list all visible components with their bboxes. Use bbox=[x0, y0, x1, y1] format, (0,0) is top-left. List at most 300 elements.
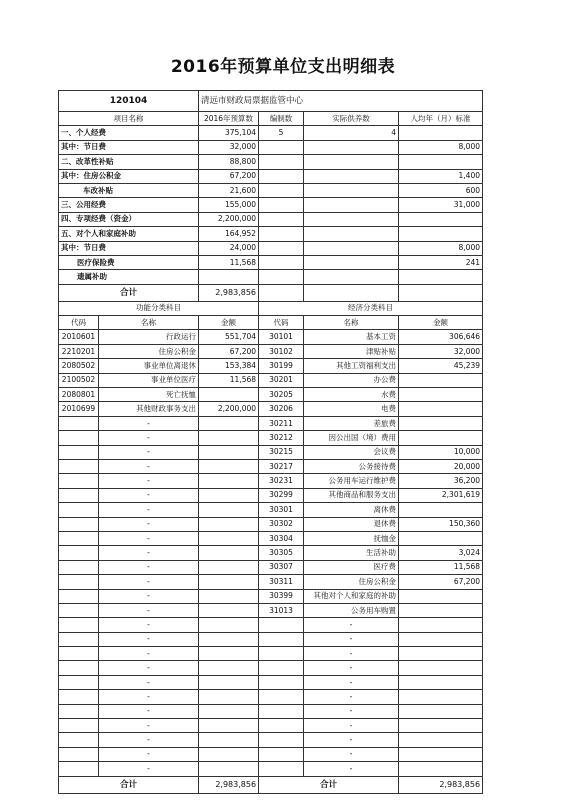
actual-count bbox=[304, 227, 399, 241]
top-table-row bbox=[59, 126, 483, 140]
econ-name: 医疗费 bbox=[304, 560, 399, 574]
econ-section-title: 经济分类科目 bbox=[259, 301, 483, 315]
econ-code: 30102 bbox=[259, 344, 304, 358]
unit-name: 清远市财政局票据监管中心 bbox=[199, 91, 483, 112]
per-capita-standard: 8,000 bbox=[399, 140, 483, 154]
econ-amount bbox=[399, 416, 483, 430]
econ-code: 30212 bbox=[259, 431, 304, 445]
unit-code: 120104 bbox=[59, 91, 199, 112]
item-name: 车改补贴 bbox=[59, 183, 199, 197]
econ-code: 30301 bbox=[259, 503, 304, 517]
header-actual: 实际供养数 bbox=[304, 112, 399, 126]
func-amount bbox=[199, 618, 259, 632]
func-name: - bbox=[99, 459, 199, 473]
item-name: 遗属补助 bbox=[59, 270, 199, 284]
actual-count bbox=[304, 241, 399, 255]
econ-code bbox=[259, 690, 304, 704]
func-name: 其他财政事务支出 bbox=[99, 402, 199, 416]
func-amount: 67,200 bbox=[199, 344, 259, 358]
func-name: - bbox=[99, 531, 199, 545]
bottom-table-row bbox=[59, 618, 483, 632]
budget-amount: 11,568 bbox=[199, 255, 259, 269]
staff-count: 5 bbox=[259, 126, 304, 140]
func-amount bbox=[199, 603, 259, 617]
econ-name: 住房公积金 bbox=[304, 575, 399, 589]
econ-amount: 20,000 bbox=[399, 459, 483, 473]
func-code bbox=[59, 589, 99, 603]
bottom-total-row bbox=[59, 776, 483, 793]
func-amount bbox=[199, 632, 259, 646]
func-code bbox=[59, 459, 99, 473]
top-table-row bbox=[59, 270, 483, 284]
per-capita-standard bbox=[399, 227, 483, 241]
func-code bbox=[59, 603, 99, 617]
func-amount: 2,200,000 bbox=[199, 402, 259, 416]
bottom-table-row bbox=[59, 488, 483, 502]
header-func-code: 代码 bbox=[59, 316, 99, 330]
econ-name: 退休费 bbox=[304, 517, 399, 531]
budget-amount: 21,600 bbox=[199, 183, 259, 197]
econ-amount bbox=[399, 661, 483, 675]
econ-amount bbox=[399, 647, 483, 661]
econ-total-amount: 2,983,856 bbox=[399, 776, 483, 793]
func-name: - bbox=[99, 474, 199, 488]
header-func-amount: 金额 bbox=[199, 316, 259, 330]
budget-amount: 67,200 bbox=[199, 169, 259, 183]
econ-code bbox=[259, 647, 304, 661]
econ-code bbox=[259, 632, 304, 646]
econ-name: - bbox=[304, 675, 399, 689]
econ-amount bbox=[399, 733, 483, 747]
econ-code bbox=[259, 704, 304, 718]
econ-code: 30211 bbox=[259, 416, 304, 430]
bottom-table-row bbox=[59, 719, 483, 733]
func-amount bbox=[199, 575, 259, 589]
per-capita-standard: 241 bbox=[399, 255, 483, 269]
econ-amount bbox=[399, 589, 483, 603]
econ-name: 公务用车运行维护费 bbox=[304, 474, 399, 488]
econ-code bbox=[259, 719, 304, 733]
bottom-table-row bbox=[59, 445, 483, 459]
func-amount bbox=[199, 647, 259, 661]
bottom-table-row bbox=[59, 575, 483, 589]
actual-count bbox=[304, 155, 399, 169]
econ-name: 因公出国（境）费用 bbox=[304, 431, 399, 445]
top-header-row bbox=[59, 112, 483, 126]
func-name: - bbox=[99, 733, 199, 747]
actual-count bbox=[304, 183, 399, 197]
func-amount bbox=[199, 517, 259, 531]
func-amount bbox=[199, 388, 259, 402]
func-name: - bbox=[99, 560, 199, 574]
econ-code bbox=[259, 762, 304, 776]
econ-name: - bbox=[304, 762, 399, 776]
header-func-name: 名称 bbox=[99, 316, 199, 330]
bottom-table-row bbox=[59, 589, 483, 603]
func-code bbox=[59, 431, 99, 445]
econ-amount bbox=[399, 388, 483, 402]
econ-amount: 32,000 bbox=[399, 344, 483, 358]
econ-code: 30199 bbox=[259, 359, 304, 373]
top-table-row bbox=[59, 227, 483, 241]
func-section-title: 功能分类科目 bbox=[59, 301, 259, 315]
func-code bbox=[59, 661, 99, 675]
func-amount bbox=[199, 675, 259, 689]
budget-amount: 32,000 bbox=[199, 140, 259, 154]
econ-code: 31013 bbox=[259, 603, 304, 617]
per-capita-standard: 1,400 bbox=[399, 169, 483, 183]
func-name: - bbox=[99, 719, 199, 733]
budget-amount: 155,000 bbox=[199, 198, 259, 212]
func-code bbox=[59, 733, 99, 747]
func-code bbox=[59, 747, 99, 761]
func-name: 事业单位离退休 bbox=[99, 359, 199, 373]
func-code bbox=[59, 474, 99, 488]
econ-name: 离休费 bbox=[304, 503, 399, 517]
func-code bbox=[59, 762, 99, 776]
econ-amount bbox=[399, 690, 483, 704]
func-code: 2210201 bbox=[59, 344, 99, 358]
func-amount bbox=[199, 459, 259, 473]
top-table-row bbox=[59, 212, 483, 226]
func-name: - bbox=[99, 575, 199, 589]
actual-count bbox=[304, 198, 399, 212]
per-capita-standard: 600 bbox=[399, 183, 483, 197]
func-name: - bbox=[99, 618, 199, 632]
econ-name: 其他对个人和家庭的补助 bbox=[304, 589, 399, 603]
econ-code bbox=[259, 733, 304, 747]
func-code bbox=[59, 531, 99, 545]
econ-name: - bbox=[304, 647, 399, 661]
func-name: - bbox=[99, 517, 199, 531]
top-table-row bbox=[59, 183, 483, 197]
staff-count bbox=[259, 183, 304, 197]
budget-amount: 24,000 bbox=[199, 241, 259, 255]
func-amount bbox=[199, 474, 259, 488]
header-econ-amount: 金额 bbox=[399, 316, 483, 330]
func-amount bbox=[199, 704, 259, 718]
econ-name: 办公费 bbox=[304, 373, 399, 387]
func-code: 2080801 bbox=[59, 388, 99, 402]
econ-name: - bbox=[304, 704, 399, 718]
per-capita-standard bbox=[399, 212, 483, 226]
econ-code: 30206 bbox=[259, 402, 304, 416]
func-name: - bbox=[99, 675, 199, 689]
bottom-table-row bbox=[59, 503, 483, 517]
econ-code: 30302 bbox=[259, 517, 304, 531]
page-title: 2016年预算单位支出明细表 bbox=[170, 57, 396, 77]
staff-count bbox=[259, 255, 304, 269]
econ-code: 30231 bbox=[259, 474, 304, 488]
bottom-table-row bbox=[59, 762, 483, 776]
econ-name: - bbox=[304, 632, 399, 646]
func-amount bbox=[199, 589, 259, 603]
actual-count bbox=[304, 270, 399, 284]
func-code bbox=[59, 704, 99, 718]
econ-name: 其他商品和服务支出 bbox=[304, 488, 399, 502]
bottom-table bbox=[58, 301, 483, 794]
func-name: - bbox=[99, 416, 199, 430]
func-name: - bbox=[99, 488, 199, 502]
econ-amount: 2,301,619 bbox=[399, 488, 483, 502]
actual-count bbox=[304, 255, 399, 269]
bottom-table-row bbox=[59, 416, 483, 430]
func-code bbox=[59, 546, 99, 560]
econ-code: 30201 bbox=[259, 373, 304, 387]
bottom-table-row bbox=[59, 747, 483, 761]
header-econ-code: 代码 bbox=[259, 316, 304, 330]
func-amount bbox=[199, 762, 259, 776]
func-amount bbox=[199, 719, 259, 733]
econ-amount: 150,360 bbox=[399, 517, 483, 531]
econ-amount bbox=[399, 762, 483, 776]
econ-name: - bbox=[304, 690, 399, 704]
bottom-table-row bbox=[59, 330, 483, 344]
func-amount bbox=[199, 416, 259, 430]
econ-amount bbox=[399, 531, 483, 545]
staff-count bbox=[259, 155, 304, 169]
econ-amount bbox=[399, 503, 483, 517]
budget-sheet bbox=[58, 90, 482, 794]
econ-code: 30311 bbox=[259, 575, 304, 589]
econ-name: 生活补助 bbox=[304, 546, 399, 560]
func-code bbox=[59, 690, 99, 704]
econ-amount bbox=[399, 704, 483, 718]
bottom-table-row bbox=[59, 675, 483, 689]
item-name: 五、对个人和家庭补助 bbox=[59, 227, 199, 241]
econ-name: 公务接待费 bbox=[304, 459, 399, 473]
econ-name: - bbox=[304, 618, 399, 632]
item-name: 医疗保险费 bbox=[59, 255, 199, 269]
econ-total-label: 合计 bbox=[259, 776, 399, 793]
func-name: - bbox=[99, 704, 199, 718]
econ-amount bbox=[399, 402, 483, 416]
econ-amount: 45,239 bbox=[399, 359, 483, 373]
top-total-amount: 2,983,856 bbox=[199, 284, 259, 301]
econ-amount: 306,646 bbox=[399, 330, 483, 344]
econ-name: - bbox=[304, 747, 399, 761]
per-capita-standard bbox=[399, 155, 483, 169]
econ-code: 30101 bbox=[259, 330, 304, 344]
func-name: - bbox=[99, 762, 199, 776]
bottom-table-row bbox=[59, 690, 483, 704]
func-name: 死亡抚恤 bbox=[99, 388, 199, 402]
bottom-table-row bbox=[59, 603, 483, 617]
func-amount bbox=[199, 546, 259, 560]
budget-amount: 375,104 bbox=[199, 126, 259, 140]
staff-count bbox=[259, 140, 304, 154]
func-code: 2080502 bbox=[59, 359, 99, 373]
func-code bbox=[59, 675, 99, 689]
econ-amount bbox=[399, 431, 483, 445]
bottom-table-row bbox=[59, 517, 483, 531]
func-name: 住房公积金 bbox=[99, 344, 199, 358]
bottom-table-row bbox=[59, 402, 483, 416]
econ-code bbox=[259, 661, 304, 675]
bottom-table-row bbox=[59, 546, 483, 560]
func-amount bbox=[199, 690, 259, 704]
econ-name: 会议费 bbox=[304, 445, 399, 459]
func-amount bbox=[199, 503, 259, 517]
func-amount bbox=[199, 488, 259, 502]
header-budget: 2016年预算数 bbox=[199, 112, 259, 126]
header-econ-name: 名称 bbox=[304, 316, 399, 330]
staff-count bbox=[259, 198, 304, 212]
top-table-row bbox=[59, 155, 483, 169]
bottom-table-row bbox=[59, 531, 483, 545]
econ-amount: 10,000 bbox=[399, 445, 483, 459]
func-code bbox=[59, 517, 99, 531]
econ-amount bbox=[399, 747, 483, 761]
econ-name: - bbox=[304, 661, 399, 675]
func-amount bbox=[199, 661, 259, 675]
func-code bbox=[59, 647, 99, 661]
func-total-label: 合计 bbox=[59, 776, 199, 793]
bottom-header-row bbox=[59, 316, 483, 330]
econ-name: 差旅费 bbox=[304, 416, 399, 430]
func-amount bbox=[199, 560, 259, 574]
econ-amount bbox=[399, 719, 483, 733]
econ-name: 其他工资福利支出 bbox=[304, 359, 399, 373]
top-total-label: 合计 bbox=[59, 284, 199, 301]
func-code: 2100502 bbox=[59, 373, 99, 387]
func-code bbox=[59, 560, 99, 574]
bottom-table-row bbox=[59, 733, 483, 747]
item-name: 其中：节日费 bbox=[59, 140, 199, 154]
bottom-table-row bbox=[59, 344, 483, 358]
econ-amount bbox=[399, 675, 483, 689]
func-name: - bbox=[99, 589, 199, 603]
budget-amount: 2,200,000 bbox=[199, 212, 259, 226]
econ-code: 30215 bbox=[259, 445, 304, 459]
econ-amount bbox=[399, 618, 483, 632]
func-total-amount: 2,983,856 bbox=[199, 776, 259, 793]
actual-count: 4 bbox=[304, 126, 399, 140]
item-name: 三、公用经费 bbox=[59, 198, 199, 212]
func-name: - bbox=[99, 647, 199, 661]
econ-name: 水费 bbox=[304, 388, 399, 402]
econ-name: 电费 bbox=[304, 402, 399, 416]
func-amount: 551,704 bbox=[199, 330, 259, 344]
per-capita-standard: 31,000 bbox=[399, 198, 483, 212]
econ-code bbox=[259, 675, 304, 689]
bottom-table-row bbox=[59, 632, 483, 646]
func-code bbox=[59, 632, 99, 646]
bottom-table-row bbox=[59, 474, 483, 488]
func-code bbox=[59, 719, 99, 733]
func-code bbox=[59, 575, 99, 589]
top-table-row bbox=[59, 169, 483, 183]
top-table-row bbox=[59, 198, 483, 212]
bottom-table-row bbox=[59, 431, 483, 445]
bottom-table-row bbox=[59, 459, 483, 473]
econ-code: 30217 bbox=[259, 459, 304, 473]
func-amount bbox=[199, 747, 259, 761]
bottom-table-row bbox=[59, 647, 483, 661]
per-capita-standard: 8,000 bbox=[399, 241, 483, 255]
func-name: 行政运行 bbox=[99, 330, 199, 344]
item-name: 四、专项经费（资金） bbox=[59, 212, 199, 226]
item-name: 一、个人经费 bbox=[59, 126, 199, 140]
econ-code: 30299 bbox=[259, 488, 304, 502]
func-amount bbox=[199, 733, 259, 747]
func-code: 2010699 bbox=[59, 402, 99, 416]
econ-amount bbox=[399, 603, 483, 617]
econ-amount: 36,200 bbox=[399, 474, 483, 488]
bottom-table-row bbox=[59, 661, 483, 675]
func-name: - bbox=[99, 747, 199, 761]
budget-amount bbox=[199, 270, 259, 284]
unit-row bbox=[59, 91, 483, 112]
econ-code bbox=[259, 618, 304, 632]
func-name: - bbox=[99, 661, 199, 675]
actual-count bbox=[304, 140, 399, 154]
func-amount: 11,568 bbox=[199, 373, 259, 387]
econ-name: 基本工资 bbox=[304, 330, 399, 344]
func-name: - bbox=[99, 603, 199, 617]
bottom-table-row bbox=[59, 373, 483, 387]
top-total-row bbox=[59, 284, 483, 301]
econ-amount bbox=[399, 373, 483, 387]
econ-amount: 67,200 bbox=[399, 575, 483, 589]
func-code bbox=[59, 503, 99, 517]
econ-code: 30205 bbox=[259, 388, 304, 402]
per-capita-standard bbox=[399, 126, 483, 140]
item-name: 二、改革性补贴 bbox=[59, 155, 199, 169]
func-name: - bbox=[99, 445, 199, 459]
header-item-name: 项目名称 bbox=[59, 112, 199, 126]
func-code bbox=[59, 416, 99, 430]
econ-name: - bbox=[304, 733, 399, 747]
econ-code: 30305 bbox=[259, 546, 304, 560]
func-name: - bbox=[99, 632, 199, 646]
econ-code: 30399 bbox=[259, 589, 304, 603]
econ-amount bbox=[399, 632, 483, 646]
budget-amount: 164,952 bbox=[199, 227, 259, 241]
top-table-row bbox=[59, 255, 483, 269]
econ-code bbox=[259, 747, 304, 761]
func-code: 2010601 bbox=[59, 330, 99, 344]
top-table-row bbox=[59, 241, 483, 255]
econ-name: 津贴补贴 bbox=[304, 344, 399, 358]
econ-code: 30304 bbox=[259, 531, 304, 545]
top-table bbox=[58, 90, 483, 302]
staff-count bbox=[259, 241, 304, 255]
func-code bbox=[59, 445, 99, 459]
item-name: 其中：住房公积金 bbox=[59, 169, 199, 183]
bottom-table-row bbox=[59, 388, 483, 402]
bottom-table-row bbox=[59, 560, 483, 574]
func-name: - bbox=[99, 546, 199, 560]
actual-count bbox=[304, 169, 399, 183]
bottom-table-row bbox=[59, 359, 483, 373]
staff-count bbox=[259, 227, 304, 241]
staff-count bbox=[259, 212, 304, 226]
func-amount: 153,384 bbox=[199, 359, 259, 373]
per-capita-standard bbox=[399, 270, 483, 284]
econ-name: 抚恤金 bbox=[304, 531, 399, 545]
econ-amount: 11,568 bbox=[399, 560, 483, 574]
func-name: - bbox=[99, 690, 199, 704]
header-standard: 人均年（月）标准 bbox=[399, 112, 483, 126]
func-amount bbox=[199, 445, 259, 459]
staff-count bbox=[259, 169, 304, 183]
func-name: - bbox=[99, 503, 199, 517]
item-name: 其中：节日费 bbox=[59, 241, 199, 255]
func-code bbox=[59, 618, 99, 632]
top-table-row bbox=[59, 140, 483, 154]
actual-count bbox=[304, 212, 399, 226]
